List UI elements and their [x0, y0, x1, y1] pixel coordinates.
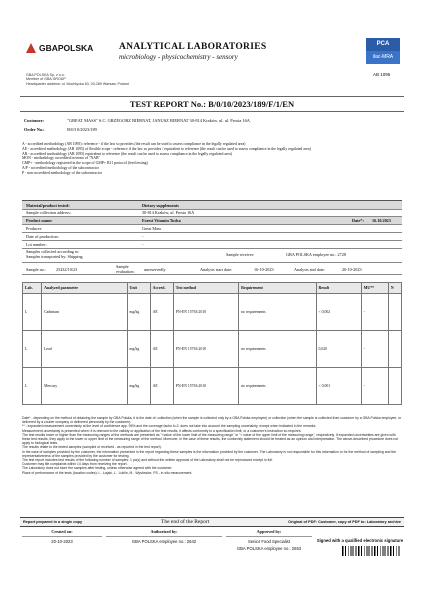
col-mu: MU** [361, 283, 388, 294]
company-address [26, 73, 129, 86]
evaluation-label: Sample evaluation: [116, 264, 135, 274]
order-label: Order No.: [24, 127, 45, 132]
lab-heading [119, 42, 319, 61]
authorized-value: GBA POLSKA employee no.: 2642 [131, 539, 197, 544]
table-row [23, 331, 402, 368]
collection-label: Sample collection address: [26, 210, 71, 215]
esignature-text: Signed with a qualified electronic signature [316, 538, 404, 543]
transport-value: Shipping [67, 253, 83, 259]
approved-label: Approved by: [226, 528, 312, 537]
ilac-mra-icon: ilac-MRA [366, 51, 400, 64]
barcode-icon [342, 546, 400, 556]
copy-distribution: Original of PDF: Customer, copy of PDF to: Laboratory archive [288, 520, 401, 524]
cell-accred: AE [150, 331, 173, 368]
lab-title: ANALYTICAL LABORATORIES [119, 42, 267, 52]
legend-item: P - non-accredited methodology of the subcontractor [22, 170, 102, 175]
note: In the case of samples provided by the customer, the information presented in the report regarding these samples is the information provided by the customer. The Laboratory is not responsible for this information or for the method of sampling and the representativeness of the samples provided by the customer for testing. [22, 449, 397, 458]
table-row [23, 368, 402, 405]
cell-unit: mg/kg [127, 331, 150, 368]
lot-value: - [142, 242, 144, 247]
note: Place of performance of the tests (location codes): L - Łajski, L - Lublin, M - Wysłowice, PS - in situ measurement. [22, 470, 193, 475]
col-n: N [388, 283, 401, 294]
col-parameter: Analyzed parameter [42, 283, 127, 294]
cell-method: PN-EN 15763:2010 [173, 368, 238, 405]
company-line: Headquarter address: ul. Mochtycka 63, 03-289 Warsaw, Poland [26, 81, 129, 86]
customer-line [24, 118, 250, 123]
cell-method: PN-EN 15763:2010 [173, 331, 238, 368]
accreditation-number: AB 1095 [373, 72, 391, 77]
cell-unit: mg/kg [127, 368, 150, 405]
cell-result: < 0,001 [316, 368, 361, 405]
order-line [24, 127, 97, 132]
company-logo [26, 40, 96, 56]
start-label: Analysis start date: [200, 266, 233, 272]
cell-n [388, 294, 401, 331]
approved-value: GBA POLSKA employee no.: 2653 [236, 546, 302, 551]
note: The Laboratory does not store the samples after testing, unless otherwise agreed with the customer. [22, 466, 173, 471]
authorized-label: Authorized by: [106, 528, 222, 537]
production-value: - [142, 234, 144, 239]
legend-item: AE - accredited methodology (AB 1095) of flexible scope - reference if the law so provides / equivalent to reference (the result can be used to assess compliance in the legally regulated area) [22, 146, 311, 151]
legend-item: A/P - accredited methodology of the subcontractor [22, 165, 99, 170]
cell-requirement: no requirements [239, 331, 316, 368]
production-date-row [22, 233, 402, 241]
created-label: Created on: [22, 528, 102, 537]
receiver-value: GBA POLSKA employee no.: 2728 [286, 252, 346, 257]
producer-value: Great Mass [142, 226, 162, 231]
company-line: GBA POLSKA Sp. z o.o. [26, 73, 65, 77]
cell-result: < 0,002 [316, 294, 361, 331]
note: The results relate to the tested samples (sampled or received - as reported in the test report). [22, 445, 162, 450]
producer-row [22, 225, 402, 233]
legend-item: MON - methodology accredited in terms of "NAB" [22, 156, 101, 161]
legend-item: AR - accredited methodology (AB 1095) equivalent to reference (the result can be used to assess compliance in the legally regulated area) [22, 151, 232, 156]
cell-lab: L [23, 294, 42, 331]
esignature-block [316, 536, 404, 543]
report-title: TEST REPORT No.: B/0/10/2023/189/F/1/EN [20, 96, 404, 112]
order-value: B/0/10/2023/189 [67, 127, 97, 132]
sample-no-value: 25432/10/23 [56, 266, 78, 272]
created-value: 20-10-2023 [51, 539, 73, 544]
cell-result: 0,020 [316, 331, 361, 368]
end-of-report-bar [20, 517, 404, 527]
end-value: 20-10-2023 [342, 266, 362, 272]
evaluation-value: unreservedly [144, 266, 166, 272]
cell-method: PN-EN 15763:2010 [173, 294, 238, 331]
material-label: Material/product tested: [26, 202, 70, 208]
logo-text: GBAPOLSKA [39, 43, 94, 53]
note: Measurement uncertainty is presented when: it is relevant to the validity or application of the test results, it affects conformity to a specification limit, or a customer's instruction so requires. [22, 428, 302, 433]
collection-method-row [22, 250, 402, 263]
material-value: Dietary supplements [142, 202, 179, 208]
approved-block [226, 528, 312, 551]
lot-row [22, 241, 402, 249]
note: The test report includes test results of the following number of samples: 1 pc(s) and without the written approval of the Laboratory shall not be reproduced except in full. [22, 458, 273, 463]
cell-mu: - [361, 368, 388, 405]
lab-subtitle: microbiology - physicochemistry - sensory [119, 53, 238, 61]
table-row [23, 294, 402, 331]
cell-parameter: Cadmium [42, 294, 127, 331]
cell-lab: L [23, 368, 42, 405]
pca-icon: PCA [366, 38, 400, 51]
legend-item: A - accredited methodology (AB 1095): reference - if the law so provides (the result can be used to assess compliance in the legally regulated area) [22, 142, 246, 146]
cell-accred: AE [150, 368, 173, 405]
collected-label: Samples collected according to: [26, 249, 80, 254]
cell-parameter: Lead [42, 331, 127, 368]
gba-triangle-icon [26, 43, 36, 53]
accreditation-legend [22, 142, 402, 176]
note: The test results lower or higher than the measuring ranges of the methods are presented as "<value of the lower limit of the measuring range" or "> value of the upper limit of the measuring range", respectively. If expanded uncertainties are given with these test results, they apply to the lower or upper limit of the measuring range of the method. Moreover, in the case of these results, the conformity statement should be treated as an opinion and interpretation. The above-described procedure does not apply to biological tests. [22, 432, 399, 446]
lot-label: Lot number: [26, 242, 47, 247]
accreditation-badge [366, 38, 400, 70]
cell-n [388, 331, 401, 368]
col-requirement: Requirement [239, 283, 316, 294]
end-of-report: The end of the Report [160, 519, 210, 525]
note: Date* - depending on the method of obtaining the sample by GBA Polska, it is the date of: collection (when the sample is collected only by a GBA Polska employee) or collection (when the sample is collected from customer by a GBA Polska employee, or delivered by a courier company or delivered personally by the customer). [22, 416, 402, 425]
sample-info-row [22, 264, 402, 275]
date-value: 16.10.2023 [372, 218, 391, 223]
cell-requirement: no requirements [239, 294, 316, 331]
product-value: Forest Vitamin Tudca [142, 218, 181, 223]
cell-parameter: Mercury [42, 368, 127, 405]
legend-item: GMP+ - methodology registered in the scope of GMP+ B11 protocol (feed testing) [22, 161, 148, 166]
results-table [22, 282, 402, 405]
cell-unit: mg/kg [127, 294, 150, 331]
single-copy-note: Report prepared in a single copy [23, 520, 83, 524]
cell-lab: L [23, 331, 42, 368]
cell-accred: AE [150, 294, 173, 331]
cell-mu: - [361, 331, 388, 368]
authorized-block [106, 528, 222, 544]
customer-label: Customer: [24, 118, 44, 123]
collection-value: 30-814 Kraków, ul. Prosta 16A [142, 210, 195, 215]
approved-role: Senior Food Specialist [248, 539, 290, 544]
cell-n [388, 368, 401, 405]
cell-mu: - [361, 294, 388, 331]
results-header-row [23, 283, 402, 294]
producer-label: Producer: [26, 226, 43, 231]
sample-no-label: Sample no.: [26, 266, 47, 272]
cell-requirement: no requirements [239, 368, 316, 405]
start-value: 16-10-2023 [254, 266, 274, 272]
end-label: Analysis end date: [294, 266, 325, 272]
product-row [22, 217, 402, 225]
col-unit: Unit [127, 283, 150, 294]
customer-value: "GREAT MASS" S.C. GRZEGORZ BIERNAT, JANUSZ BIERNAT 30-814 Kraków, ul. ul. Prosta 16A [67, 118, 250, 123]
collection-row [22, 209, 402, 217]
note: ** - expanded measurement uncertainty at the level of confidence app. 95% and the coverage factor k=2, does not take into account the sampling uncertainty, except when indicated in the remarks. [22, 424, 317, 429]
col-accred: Accred. [150, 283, 173, 294]
production-label: Date of production: [26, 234, 59, 239]
transport-label: Samples transported by: [26, 253, 67, 259]
date-label: Date*: [352, 218, 364, 223]
product-label: Product name: [26, 218, 53, 223]
receiver-label: Sample receiver: [226, 252, 255, 257]
created-block [22, 528, 102, 544]
company-line: Member of GBA GROUP [26, 77, 66, 82]
report-notes [22, 416, 402, 475]
note: Customer may file complaints within 14 days from receiving the report. [22, 462, 128, 467]
col-lab: Lab. [23, 283, 42, 294]
col-method: Test method [173, 283, 238, 294]
col-result: Result [316, 283, 361, 294]
